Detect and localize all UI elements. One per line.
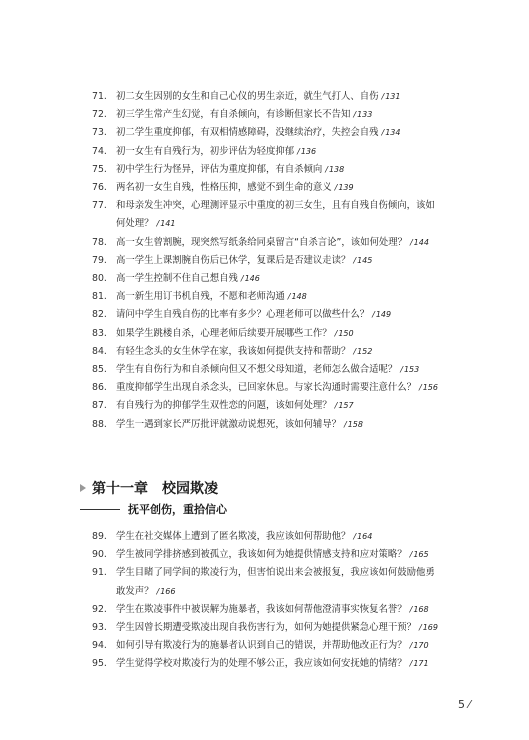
toc-entry-number: 81. xyxy=(92,291,107,303)
toc-entry-number: 94. xyxy=(92,640,107,652)
toc-entry-number: 85. xyxy=(92,364,107,376)
toc-entry xyxy=(92,179,472,197)
toc-entry-number: 82. xyxy=(92,309,107,321)
chapter-subtitle-text: 抚平创伤，重拾信心 xyxy=(128,503,227,516)
toc-entry xyxy=(92,234,472,252)
toc-entry xyxy=(92,124,472,142)
toc-entry xyxy=(92,619,472,637)
toc-entry xyxy=(92,564,472,582)
toc-entry-title: 高一新生用订书机自残，不愿和老师沟通 xyxy=(116,291,285,303)
toc-entry xyxy=(92,143,472,161)
toc-entry-page: / 145 xyxy=(353,252,372,270)
toc-entry-number: 78. xyxy=(92,236,107,248)
toc-entry-title: 学生有自伤行为和自杀倾向但又不想父母知道，老师怎么做合适呢？ xyxy=(116,364,398,376)
toc-entry xyxy=(92,88,472,106)
toc-entry-page: / 146 xyxy=(241,270,260,288)
toc-entry xyxy=(92,343,472,361)
toc-entry-number: 72. xyxy=(92,109,107,121)
toc-entry-title: 初中学生行为怪异，评估为重度抑郁，有自杀倾向 xyxy=(116,163,323,175)
toc-entry-title: 学生因曾长期遭受欺凌出现自我伤害行为，如何为她提供紧急心理干预？ xyxy=(116,622,417,634)
toc-entry xyxy=(92,637,472,655)
toc-entry-title: 学生目睹了同学间的欺凌行为，但害怕说出来会被报复，我应该如何鼓励他勇 xyxy=(116,567,435,579)
toc-entry-title: 有轻生念头的女生休学在家，我该如何提供支持和帮助？ xyxy=(116,345,351,357)
toc-entry-page: / 148 xyxy=(288,288,307,306)
chapter-heading xyxy=(80,478,218,498)
toc-entry-number: 92. xyxy=(92,603,107,615)
subtitle-dash xyxy=(80,509,120,510)
toc-entry xyxy=(92,270,472,288)
toc-entry-number: 87. xyxy=(92,400,107,412)
toc-entry-number: 77. xyxy=(92,200,107,212)
toc-entry-title: 学生在社交媒体上遭到了匿名欺凌，我应该如何帮助他？ xyxy=(116,531,351,542)
toc-entry-page: / 168 xyxy=(410,601,429,619)
toc-entry-page: / 133 xyxy=(353,106,372,124)
toc-entry-number: 75. xyxy=(92,163,107,175)
toc-entry xyxy=(92,655,472,673)
toc-entry xyxy=(92,197,472,215)
toc-entry-page: / 166 xyxy=(157,583,176,601)
toc-entry-title: 请问中学生自残自伤的比率有多少？心理老师可以做些什么？ xyxy=(116,309,370,321)
toc-entry-number: 90. xyxy=(92,549,107,561)
toc-entry-page: / 136 xyxy=(297,143,316,161)
toc-entry-title: 如果学生跳楼自杀，心理老师后续要开展哪些工作？ xyxy=(116,327,332,339)
toc-entry xyxy=(92,416,472,434)
toc-entry xyxy=(92,288,472,306)
toc-list-bullying xyxy=(92,528,472,674)
toc-entry xyxy=(92,361,472,379)
toc-entry-title: 高一女生曾割腕，现突然写纸条给同桌留言“自杀言论”，该如何处理？ xyxy=(116,236,407,248)
toc-entry-number xyxy=(92,583,116,601)
toc-entry-page: / 152 xyxy=(353,343,372,361)
toc-entry-page: / 165 xyxy=(410,546,429,564)
toc-entry-page: / 139 xyxy=(335,179,354,197)
toc-entry-number: 91. xyxy=(92,567,107,579)
toc-entry-page: / 170 xyxy=(410,637,429,655)
toc-entry-title: 初二学生重度抑郁，有双相情感障碍，没继续治疗，失控会自残 xyxy=(116,127,379,139)
toc-entry-number: 95. xyxy=(92,658,107,670)
toc-entry-number: 71. xyxy=(92,91,107,102)
toc-entry xyxy=(92,325,472,343)
toc-entry-page: / 156 xyxy=(419,379,438,397)
toc-entry-number: 93. xyxy=(92,622,107,634)
toc-list-self-harm xyxy=(92,88,472,434)
toc-entry-page: / 169 xyxy=(419,619,438,637)
toc-entry xyxy=(92,601,472,619)
toc-entry xyxy=(92,583,472,601)
toc-entry xyxy=(92,528,472,546)
toc-entry-page: / 157 xyxy=(335,397,354,415)
toc-entry xyxy=(92,215,472,233)
toc-entry-page: / 149 xyxy=(372,306,391,324)
toc-entry-title: 何处理？ xyxy=(116,218,154,230)
toc-entry-title: 初二女生因别的女生和自己心仪的男生亲近，就生气打人、自伤 xyxy=(116,91,379,102)
toc-entry-number xyxy=(92,215,116,233)
toc-entry-title: 学生被同学排挤感到被孤立，我该如何为她提供情感支持和应对策略？ xyxy=(116,549,407,561)
toc-entry xyxy=(92,161,472,179)
chapter-title: 校园欺凌 xyxy=(162,481,218,497)
chapter-marker-icon xyxy=(80,484,86,492)
toc-entry-number: 86. xyxy=(92,382,107,394)
toc-entry-title: 两名初一女生自残，性格压抑，感觉不到生命的意义 xyxy=(116,182,332,194)
toc-entry-number: 83. xyxy=(92,327,107,339)
toc-entry-title: 有自残行为的抑郁学生双性恋的问题，该如何处理？ xyxy=(116,400,332,412)
toc-entry xyxy=(92,546,472,564)
toc-entry-page: / 164 xyxy=(353,528,372,546)
toc-entry-title: 学生觉得学校对欺凌行为的处理不够公正，我应该如何安抚她的情绪？ xyxy=(116,658,407,670)
toc-entry xyxy=(92,397,472,415)
toc-entry-title: 敢发声？ xyxy=(116,585,154,597)
toc-entry-number: 84. xyxy=(92,345,107,357)
toc-entry-title: 高一学生上课割腕自伤后已休学，复课后是否建议走读？ xyxy=(116,254,351,266)
toc-entry-title: 初三学生常产生幻觉，有自杀倾向，有诊断但家长不告知 xyxy=(116,109,351,121)
page-number-text: 5 xyxy=(458,698,465,711)
toc-entry xyxy=(92,306,472,324)
toc-entry-page: / 150 xyxy=(335,325,354,343)
page-number: 5 ⁄ xyxy=(458,698,471,711)
toc-entry-page: / 131 xyxy=(382,88,401,106)
toc-entry-number: 74. xyxy=(92,145,107,157)
toc-entry-page: / 144 xyxy=(410,234,429,252)
toc-entry-title: 学生一遇到家长严厉批评就激动说想死，该如何辅导？ xyxy=(116,418,342,430)
toc-entry-number: 73. xyxy=(92,127,107,139)
chapter-number: 第十一章 xyxy=(92,481,148,497)
toc-entry-page: / 153 xyxy=(400,361,419,379)
toc-entry-number: 79. xyxy=(92,254,107,266)
toc-entry-title: 学生在欺凌事件中被误解为施暴者，我该如何帮他澄清事实恢复名誉？ xyxy=(116,603,407,615)
toc-entry-title: 高一学生控制不住自己想自残 xyxy=(116,273,238,285)
toc-entry-page: / 171 xyxy=(410,655,429,673)
toc-entry-page: / 134 xyxy=(382,124,401,142)
toc-entry-number: 88. xyxy=(92,418,107,430)
toc-entry-title: 重度抑郁学生出现自杀念头，已回家休息。与家长沟通时需要注意什么？ xyxy=(116,382,417,394)
toc-entry-number: 80. xyxy=(92,273,107,285)
toc-entry-number: 76. xyxy=(92,182,107,194)
toc-entry-number: 89. xyxy=(92,531,107,542)
chapter-subtitle xyxy=(80,501,227,517)
toc-entry-title: 初一女生有自残行为，初步评估为轻度抑郁 xyxy=(116,145,295,157)
toc-entry-title: 和母亲发生冲突，心理测评显示中重度的初三女生，且有自残自伤倾向，该如 xyxy=(116,200,435,212)
toc-entry-page: / 138 xyxy=(325,161,344,179)
toc-entry-page: / 141 xyxy=(157,215,176,233)
toc-entry xyxy=(92,252,472,270)
toc-entry xyxy=(92,379,472,397)
toc-entry xyxy=(92,106,472,124)
toc-entry-page: / 158 xyxy=(344,416,363,434)
toc-entry-title: 如何引导有欺凌行为的施暴者认识到自己的错误，并帮助他改正行为？ xyxy=(116,640,407,652)
